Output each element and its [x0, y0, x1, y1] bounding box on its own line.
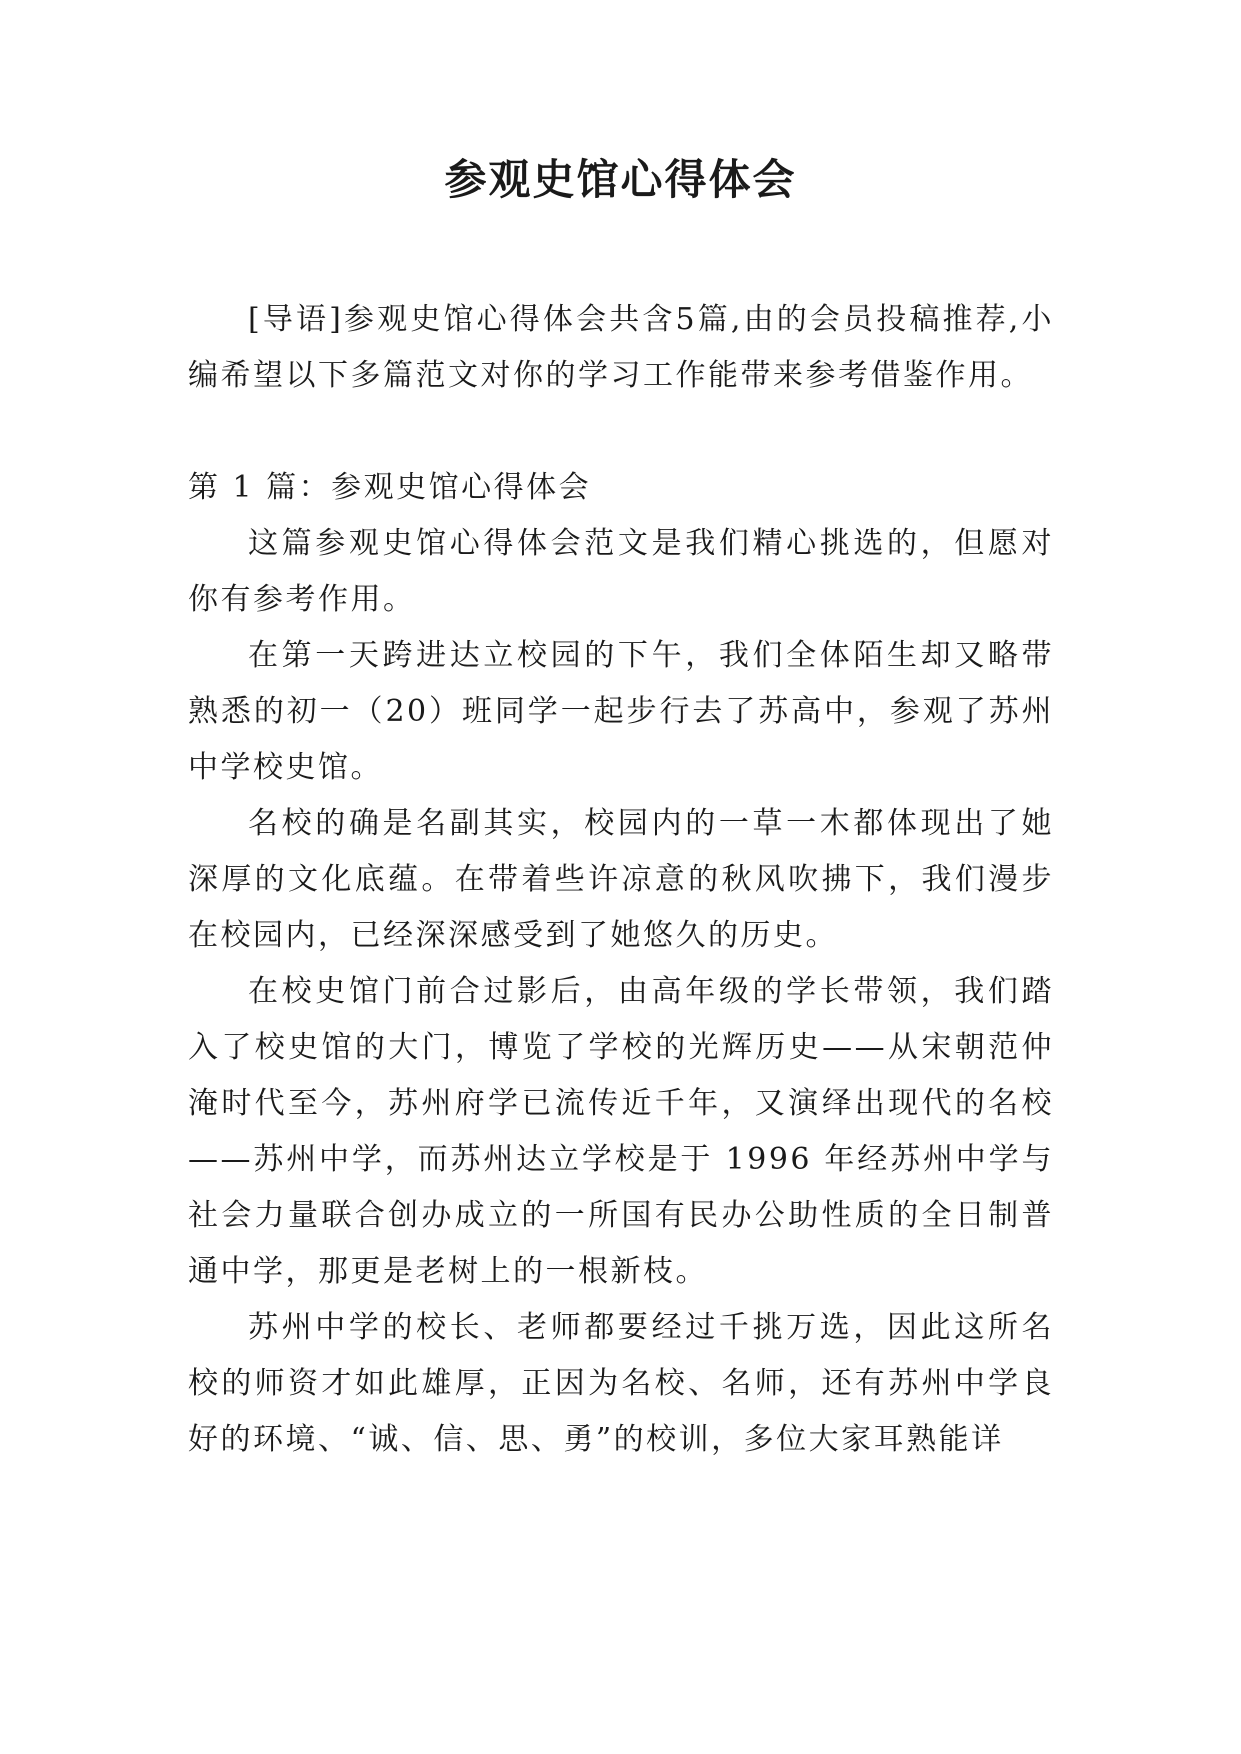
section-heading: 第 1 篇：参观史馆心得体会 — [188, 470, 592, 505]
intro-paragraph: [导语]参观史馆心得体会共含5篇,由的会员投稿推荐,小编希望以下多篇范文对你的学习工作能带来参考借鉴作用。 — [188, 302, 1054, 393]
document-body — [188, 292, 1054, 1468]
body-paragraph: 在校史馆门前合过影后，由高年级的学长带领，我们踏入了校史馆的大门，博览了学校的光辉历史——从宋朝范仲淹时代至今，苏州府学已流传近千年，又演绎出现代的名校——苏州中学，而苏州达立学校是于 1996 年经苏州中学与社会力量联合创办成立的一所国有民办公助性质的全日制普通中学，那更是老树上的一根新枝。 — [188, 974, 1054, 1289]
body-paragraph: 在第一天跨进达立校园的下午，我们全体陌生却又略带熟悉的初一（20）班同学一起步行去了苏高中，参观了苏州中学校史馆。 — [188, 638, 1054, 785]
body-paragraph: 苏州中学的校长、老师都要经过千挑万选，因此这所名校的师资才如此雄厚，正因为名校、名师，还有苏州中学良好的环境、“诚、信、思、勇”的校训，多位大家耳熟能详 — [188, 1310, 1054, 1457]
body-paragraph: 名校的确是名副其实，校园内的一草一木都体现出了她深厚的文化底蕴。在带着些许凉意的秋风吹拂下，我们漫步在校园内，已经深深感受到了她悠久的历史。 — [188, 806, 1054, 953]
body-paragraph: 这篇参观史馆心得体会范文是我们精心挑选的，但愿对你有参考作用。 — [188, 526, 1054, 617]
document-title: 参观史馆心得体会 — [444, 155, 797, 204]
